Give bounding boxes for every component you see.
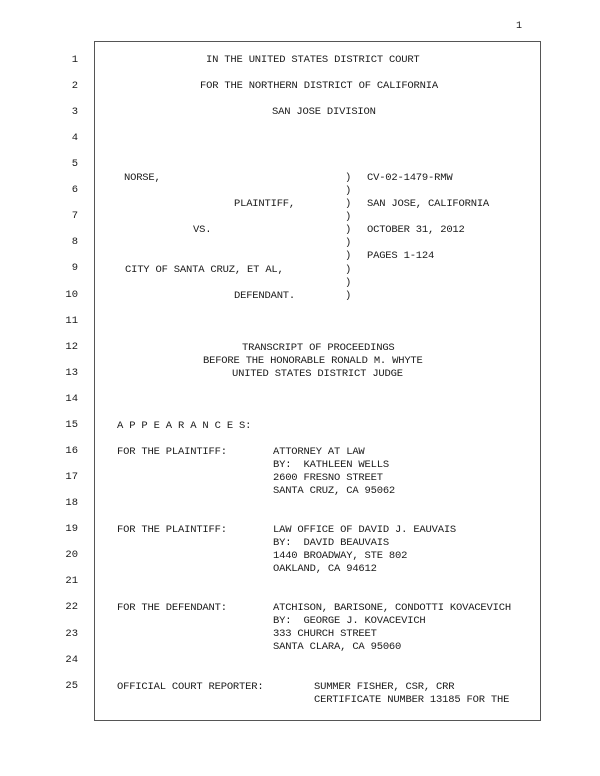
- hearing-location: SAN JOSE, CALIFORNIA: [367, 198, 490, 210]
- plaintiff-label: PLAINTIFF,: [234, 198, 296, 210]
- line-number: 20: [65, 549, 78, 561]
- transcript-title: TRANSCRIPT OF PROCEEDINGS: [242, 342, 395, 354]
- plaintiff-name: NORSE,: [124, 172, 161, 184]
- appearance-line: BY: DAVID BEAUVAIS: [273, 537, 389, 549]
- caption-paren: ): [345, 250, 352, 262]
- caption-paren: ): [345, 277, 352, 289]
- judge-line: BEFORE THE HONORABLE RONALD M. WHYTE: [203, 355, 423, 367]
- appearance-role: FOR THE PLAINTIFF:: [117, 524, 227, 536]
- judge-title: UNITED STATES DISTRICT JUDGE: [232, 368, 403, 380]
- appearance-line: LAW OFFICE OF DAVID J. EAUVAIS: [273, 524, 457, 536]
- line-number: 15: [65, 419, 78, 431]
- appearance-line: SANTA CRUZ, CA 95062: [273, 485, 396, 497]
- appearance-line: OAKLAND, CA 94612: [273, 563, 377, 575]
- caption-paren: ): [345, 211, 352, 223]
- line-number: 1: [71, 54, 78, 66]
- page-number: 1: [516, 21, 523, 32]
- line-number: 17: [65, 471, 78, 483]
- line-number: 14: [65, 393, 78, 405]
- line-number: 21: [65, 575, 78, 587]
- caption-paren: ): [345, 224, 352, 236]
- caption-paren: ): [345, 198, 352, 210]
- hearing-date: OCTOBER 31, 2012: [367, 224, 465, 236]
- appearance-line: 1440 BROADWAY, STE 802: [273, 550, 408, 562]
- line-number: 6: [71, 184, 78, 196]
- line-number: 18: [65, 497, 78, 509]
- appearance-line: ATCHISON, BARISONE, CONDOTTI KOVACEVICH: [273, 602, 511, 614]
- line-number: 3: [71, 106, 78, 118]
- district-name: FOR THE NORTHERN DISTRICT OF CALIFORNIA: [200, 80, 438, 92]
- line-number: 24: [65, 654, 78, 666]
- line-number: 12: [65, 341, 78, 353]
- appearance-line: BY: KATHLEEN WELLS: [273, 459, 389, 471]
- line-number: 9: [71, 262, 78, 274]
- line-number: 5: [71, 158, 78, 170]
- line-number: 19: [65, 523, 78, 535]
- appearance-line: BY: GEORGE J. KOVACEVICH: [273, 615, 426, 627]
- court-name: IN THE UNITED STATES DISTRICT COURT: [206, 54, 420, 66]
- appearance-line: ATTORNEY AT LAW: [273, 446, 365, 458]
- defendant-label: DEFENDANT.: [234, 290, 296, 302]
- versus: VS.: [193, 224, 212, 236]
- case-number: CV-02-1479-RMW: [367, 172, 453, 184]
- division-name: SAN JOSE DIVISION: [272, 106, 376, 118]
- line-number: 4: [71, 132, 78, 144]
- line-number: 25: [65, 680, 78, 692]
- appearance-line: 333 CHURCH STREET: [273, 628, 377, 640]
- appearance-role: FOR THE DEFENDANT:: [117, 602, 227, 614]
- line-number: 23: [65, 628, 78, 640]
- caption-paren: ): [345, 185, 352, 197]
- line-number: 10: [65, 289, 78, 301]
- appearance-line: SANTA CLARA, CA 95060: [273, 641, 402, 653]
- reporter-label: OFFICIAL COURT REPORTER:: [117, 681, 264, 693]
- caption-paren: ): [345, 172, 352, 184]
- caption-paren: ): [345, 290, 352, 302]
- reporter-name: SUMMER FISHER, CSR, CRR: [314, 681, 455, 693]
- appearances-heading: A P P E A R A N C E S:: [117, 420, 252, 432]
- caption-paren: ): [345, 264, 352, 276]
- line-number: 22: [65, 601, 78, 613]
- defendant-name: CITY OF SANTA CRUZ, ET AL,: [125, 264, 284, 276]
- caption-paren: ): [345, 237, 352, 249]
- reporter-certificate: CERTIFICATE NUMBER 13185 FOR THE: [314, 694, 510, 706]
- appearance-line: 2600 FRESNO STREET: [273, 472, 383, 484]
- line-number: 16: [65, 445, 78, 457]
- line-number: 8: [71, 236, 78, 248]
- line-number: 7: [71, 210, 78, 222]
- appearance-role: FOR THE PLAINTIFF:: [117, 446, 227, 458]
- line-number: 11: [65, 315, 78, 327]
- line-number: 13: [65, 367, 78, 379]
- page-range: PAGES 1-124: [367, 250, 435, 262]
- line-number: 2: [71, 80, 78, 92]
